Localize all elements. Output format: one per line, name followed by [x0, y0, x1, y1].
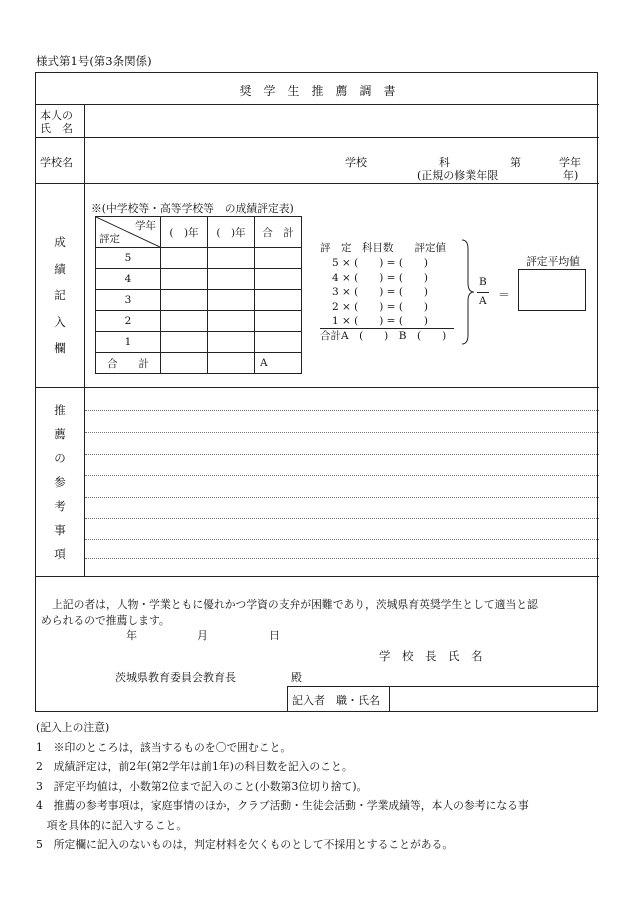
notes-section — [36, 718, 529, 855]
title-char: 学 — [263, 84, 276, 98]
school-label: 学校名 — [40, 156, 73, 169]
calc-line: 2 × ( ) = ( ) — [332, 300, 429, 313]
table-row: 1 — [96, 332, 302, 353]
calc-line: 3 × ( ) = ( ) — [332, 286, 429, 298]
grade-suffix: 学年 — [559, 156, 581, 169]
title-char: 推 — [311, 84, 324, 98]
title-char: 奨 — [239, 84, 252, 98]
grade-cell[interactable] — [208, 290, 255, 311]
recommendation-section-label: 推 薦 の 参 考 事 項 — [54, 403, 66, 561]
grade-cell[interactable] — [255, 311, 302, 332]
dotted-line — [85, 539, 599, 540]
grade-prefix: 第 — [510, 156, 521, 169]
year-col-header: ( )年 — [161, 217, 208, 248]
calc-header: 評 定 科目数 評定値 — [320, 242, 446, 254]
title-char: 薦 — [335, 84, 348, 98]
note-item: 3 評定平均値は，小数第2位まで記入のこと(小数第3位切り捨て)。 — [36, 779, 368, 793]
grade-evaluation-table — [95, 216, 302, 374]
recommendation-form — [35, 72, 598, 712]
dotted-line — [85, 497, 599, 498]
date-year: 年 — [126, 629, 137, 642]
grade-cell[interactable] — [208, 353, 255, 374]
grade-table-caption: ※(中学校等・高等学校等 の成績評定表) — [91, 202, 294, 215]
grade-cell[interactable] — [161, 353, 208, 374]
grade-cell[interactable] — [255, 269, 302, 290]
date-day: 日 — [269, 629, 280, 642]
title-char: 生 — [287, 84, 300, 98]
grade-cell[interactable] — [161, 290, 208, 311]
grades-section-label: 成 績 記 入 欄 — [54, 235, 66, 355]
avg-input-box[interactable] — [518, 269, 586, 311]
divider — [36, 576, 599, 577]
grade-cell[interactable] — [161, 269, 208, 290]
divider — [36, 104, 599, 105]
dotted-line — [85, 558, 599, 559]
divider — [36, 183, 599, 184]
form-title — [36, 82, 599, 99]
dotted-line — [85, 432, 599, 433]
note-item: 5 所定欄に記入のないものは，判定材料を欠くものとして不採用とすることがある。 — [36, 838, 454, 851]
dotted-line — [85, 454, 599, 455]
total-a-cell[interactable]: A — [255, 353, 302, 374]
recorder-top-border — [287, 686, 599, 687]
calc-total-line: 合計A ( ) B ( ) — [320, 330, 447, 342]
grade-cell[interactable] — [255, 290, 302, 311]
table-row: 5 — [96, 248, 302, 269]
header-rating: 評定 — [99, 233, 120, 245]
fraction-numerator: B — [479, 276, 487, 288]
dotted-line — [85, 475, 599, 476]
school-suffix: 学校 — [345, 156, 367, 169]
total-row-label: 合 計 — [96, 353, 161, 374]
principal-name-label: 学 校 長 氏 名 — [379, 649, 483, 663]
table-row: 4 — [96, 269, 302, 290]
grade-cell[interactable] — [208, 332, 255, 353]
divider — [36, 387, 599, 388]
name-label: 本人の 氏 名 — [40, 109, 73, 135]
year-col-header: ( )年 — [208, 217, 255, 248]
dotted-line — [85, 518, 599, 519]
name-field[interactable] — [88, 107, 593, 134]
statement-line-2: められるので推薦します。 — [41, 614, 170, 627]
date-month: 月 — [197, 629, 208, 642]
calc-line: 1 × ( ) = ( ) — [332, 315, 429, 327]
table-row: 3 — [96, 290, 302, 311]
title-char: 書 — [383, 84, 396, 98]
divider — [36, 137, 599, 138]
calc-line: 5 × ( ) = ( ) — [332, 257, 429, 269]
right-brace-icon — [461, 239, 475, 345]
title-char: 調 — [359, 84, 372, 98]
period-open: (正規の修業年限 — [417, 169, 499, 182]
addressee: 茨城県教育委員会教育長 — [115, 671, 236, 684]
calc-line: 4 × ( ) = ( ) — [332, 271, 429, 284]
statement-line-1: 上記の者は，人物・学業ともに優れかつ学資の支弁が困難であり，茨城県育英奨学生として適当と認 — [52, 598, 538, 611]
header-grade-year: 学年 — [135, 220, 156, 232]
grade-cell[interactable] — [208, 269, 255, 290]
form-number-label: 様式第1号(第3条関係) — [36, 54, 152, 68]
dotted-line — [85, 410, 599, 411]
grade-cell[interactable] — [208, 248, 255, 269]
grade-cell[interactable] — [208, 311, 255, 332]
grade-cell[interactable] — [161, 311, 208, 332]
recorder-left-border — [287, 686, 288, 712]
recommendation-field[interactable] — [86, 390, 596, 573]
course-suffix: 科 — [439, 156, 450, 169]
note-item: 4 推薦の参考事項は，家庭事情のほか，クラブ活動・生徒会活動・学業成績等，本人の参考になる事 — [36, 799, 529, 812]
calc-lines — [332, 256, 428, 329]
recorder-label: 記入者 職・氏名 — [292, 694, 380, 707]
table-corner-cell — [96, 217, 161, 248]
avg-label: 評定平均値 — [526, 255, 580, 268]
note-item: 項を具体的に記入すること。 — [36, 818, 188, 832]
notes-heading: (記入上の注意) — [36, 721, 110, 734]
total-col-header: 合 計 — [255, 217, 302, 248]
table-total-row — [96, 353, 302, 374]
recorder-divider — [389, 686, 390, 712]
period-close: 年) — [563, 169, 579, 182]
note-item: 2 成績評定は，前2年(第2学年は前1年)の科目数を記入のこと。 — [36, 760, 353, 773]
grade-cell[interactable] — [255, 248, 302, 269]
fraction-bar — [477, 292, 489, 293]
equals-sign: ＝ — [498, 288, 511, 302]
grade-cell[interactable] — [161, 332, 208, 353]
label-column-border — [84, 104, 85, 576]
table-row: 2 — [96, 311, 302, 332]
honorific: 殿 — [291, 671, 302, 684]
recorder-field[interactable] — [392, 688, 592, 710]
note-item: 1 ※印のところは，該当するものを〇で囲むこと。 — [36, 740, 292, 754]
grade-cell[interactable] — [255, 332, 302, 353]
grade-cell[interactable] — [161, 248, 208, 269]
fraction-denominator: A — [479, 295, 487, 307]
